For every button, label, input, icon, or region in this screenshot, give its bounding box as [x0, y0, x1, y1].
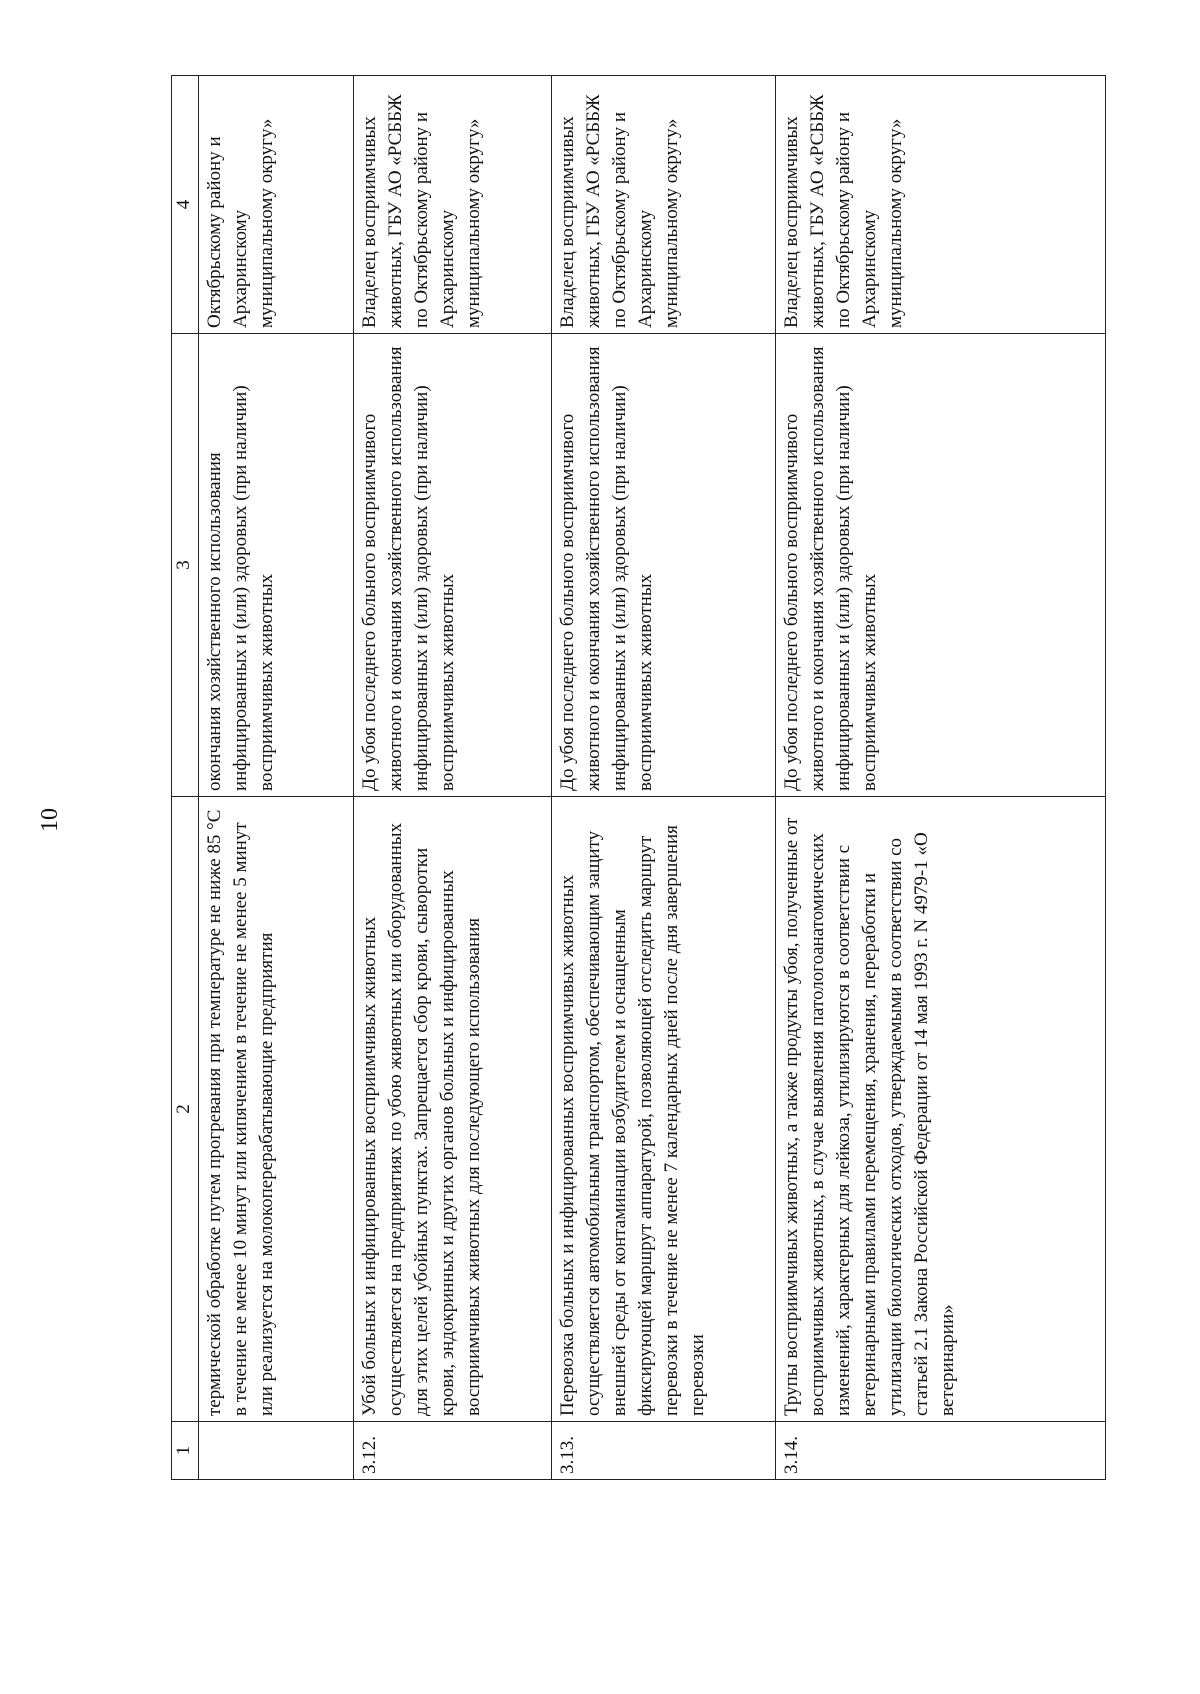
responsible-cell: Владелец восприимчивых животных, ГБУ АО «РСББЖ по Октябрьскому району и Архаринскому муниципальному округу» — [354, 76, 552, 334]
header-col-3: 3 — [172, 334, 199, 797]
measure-cell: Перевозка больных и инфицированных восприимчивых животных осуществляется автомобильным транспортом, обеспечивающим защиту внешней среды от контаминации возбудителем и оснащенным фиксирующей маршрут аппаратурой, позволяющей отследить маршрут перевозки в течение не менее 7 календарных дней после дня завершения перевозки — [552, 797, 776, 1422]
row-number: 3.14. — [776, 1422, 1106, 1480]
header-col-2: 2 — [172, 797, 199, 1422]
term-cell: До убоя последнего больного восприимчивого животного и окончания хозяйственного использования инфицированных и (или) здоровых (при наличии) восприимчивых животных — [354, 334, 552, 797]
header-col-1: 1 — [172, 1422, 199, 1480]
table-row — [552, 76, 776, 1480]
measure-cell: термической обработке путем прогревания при температуре не ниже 85 °С в течение не менее 10 минут или кипячением в течение не менее 5 минут или реализуется на молокоперерабатывающие предприятия — [199, 797, 354, 1422]
table-row — [354, 76, 552, 1480]
row-number: 3.12. — [354, 1422, 552, 1480]
measure-cell: Трупы восприимчивых животных, а также продукты убоя, полученные от восприимчивых животных, в случае выявления патологоанатомических изменений, характерных для лейкоза, утилизируются в соответствии с ветеринарными правилами перемещения, хранения, переработки и утилизации биологических отходов, утверждаемыми в соответствии со статьей 2.1 Закона Российской Федерации от 14 мая 1993 г. N 4979-1 «О ветеринарии» — [776, 797, 1106, 1422]
term-cell: До убоя последнего больного восприимчивого животного и окончания хозяйственного использования инфицированных и (или) здоровых (при наличии) восприимчивых животных — [552, 334, 776, 797]
row-number: 3.13. — [552, 1422, 776, 1480]
responsible-cell: Октябрьскому району и Архаринскому муниципальному округу» — [199, 76, 354, 334]
table-row — [199, 76, 354, 1480]
row-number — [199, 1422, 354, 1480]
term-cell: До убоя последнего больного восприимчивого животного и окончания хозяйственного использования инфицированных и (или) здоровых (при наличии) восприимчивых животных — [776, 334, 1106, 797]
responsible-cell: Владелец восприимчивых животных, ГБУ АО «РСББЖ по Октябрьскому району и Архаринскому муниципальному округу» — [776, 76, 1106, 334]
measure-cell: Убой больных и инфицированных восприимчивых животных осуществляется на предприятиях по убою животных или оборудованных для этих целей убойных пунктах. Запрещается сбор крови, сыворотки крови, эндокринных и других органов больных и инфицированных восприимчивых животных для последующего использования — [354, 797, 552, 1422]
header-col-4: 4 — [172, 76, 199, 334]
measures-table — [171, 75, 1106, 1480]
table-row — [776, 76, 1106, 1480]
table-rotated-wrapper — [171, 76, 1106, 1480]
table-header-row — [172, 76, 199, 1480]
page-number: 10 — [37, 808, 63, 832]
term-cell: окончания хозяйственного использования инфицированных и (или) здоровых (при наличии) восприимчивых животных — [199, 334, 354, 797]
responsible-cell: Владелец восприимчивых животных, ГБУ АО «РСББЖ по Октябрьскому району и Архаринскому муниципальному округу» — [552, 76, 776, 334]
